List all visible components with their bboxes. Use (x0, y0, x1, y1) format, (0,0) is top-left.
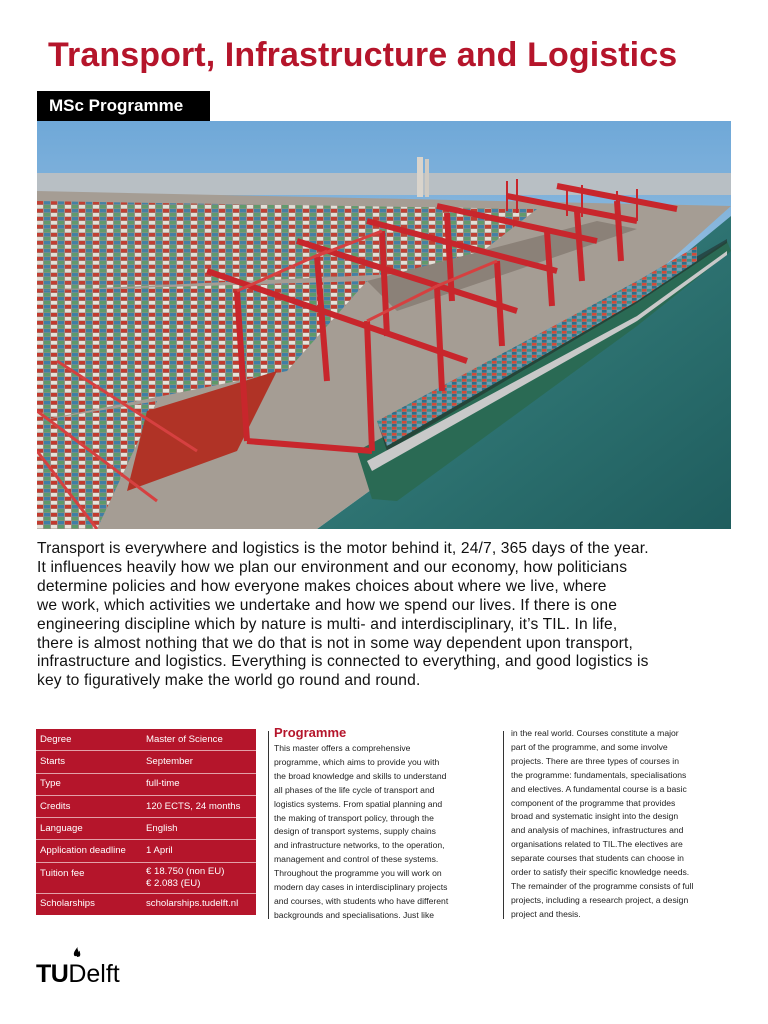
body-line: the making of transport policy, through the (274, 812, 434, 823)
body-line: projects, including a research project, a design (511, 894, 689, 905)
intro-line: key to figuratively make the world go round and round. (37, 672, 421, 690)
body-line: backgrounds and specialisations. Just like (274, 909, 435, 920)
table-row (36, 773, 256, 795)
fact-label: Tuition fee (36, 862, 142, 893)
fact-value: September (142, 751, 256, 773)
body-line: and electives. A fundamental course is a basic (511, 783, 687, 794)
body-line: part of the programme, and some involve (511, 741, 668, 752)
intro-line: It influences heavily how we plan our environment and our economy, how politicians (37, 558, 628, 576)
fact-label: Starts (36, 751, 142, 773)
fact-value: 120 ECTS, 24 months (142, 795, 256, 817)
body-line: and courses, with students who have different (274, 895, 449, 906)
fact-value (142, 862, 256, 893)
fact-value: English (142, 818, 256, 840)
table-row (36, 751, 256, 773)
intro-line: we work, which activities we undertake and how we spend our lives. If there is one (37, 596, 618, 614)
body-line: management and control of these systems. (274, 854, 439, 865)
body-line: projects. There are three types of courses in (511, 755, 679, 766)
fact-value: full-time (142, 773, 256, 795)
table-row (36, 818, 256, 840)
fact-value: 1 April (142, 840, 256, 862)
body-line: in the real world. Courses constitute a major (511, 728, 679, 738)
programme-column-1 (274, 742, 496, 923)
tudelft-logo (36, 960, 120, 989)
body-line: The remainder of the programme consists of full (511, 880, 694, 891)
fact-value-line: € 18.750 (non EU) (146, 865, 225, 877)
body-line: and infrastructure networks, to the operation, (274, 840, 445, 851)
body-line: all phases of the life cycle of transport and (274, 784, 435, 795)
table-row (36, 795, 256, 817)
body-line: This master offers a comprehensive (274, 743, 411, 753)
fact-label: Type (36, 773, 142, 795)
programme-facts-table (36, 729, 256, 915)
table-row (36, 893, 256, 915)
body-line: order to satisfy their specific knowledge needs. (511, 867, 690, 878)
body-line: logistics systems. From spatial planning and (274, 798, 443, 809)
body-line: programme, which aims to provide you with (274, 756, 440, 767)
body-line: and analysis of machines, infrastructures and (511, 825, 684, 836)
body-line: broad and systematic insight into the design (511, 811, 679, 822)
fact-label: Language (36, 818, 142, 840)
logo-delft: Delft (68, 960, 120, 988)
page-title: Transport, Infrastructure and Logistics (48, 36, 678, 74)
logo-tu: TU (36, 960, 69, 988)
body-line: the programme: fundamentals, specialisations (511, 769, 687, 780)
fact-value-line: € 2.083 (EU) (146, 877, 201, 889)
table-row (36, 729, 256, 751)
body-line: design of transport systems, supply chains (274, 826, 436, 837)
column-divider (503, 731, 504, 919)
intro-line: there is almost nothing that we do that is not in some way dependent upon transport, (37, 634, 633, 652)
intro-line: determine policies and how everyone makes choices about where we live, where (37, 577, 607, 595)
body-line: project and thesis. (511, 908, 581, 919)
fact-label: Application deadline (36, 840, 142, 862)
body-line: modern day cases in interdisciplinary projects (274, 882, 448, 893)
hero-photo (37, 121, 731, 529)
intro-paragraph (37, 540, 737, 691)
intro-line: engineering discipline which by nature is multi- and interdisciplinary, it’s TIL. In life, (37, 615, 618, 633)
body-line: the broad knowledge and skills to understand (274, 770, 447, 781)
body-line: component of the programme that provides (511, 797, 676, 808)
fact-value[interactable]: scholarships.tudelft.nl (146, 898, 239, 910)
body-line: separate courses that students can choose in (511, 853, 684, 864)
column-divider (268, 731, 269, 919)
fact-label: Degree (36, 729, 142, 751)
intro-line: Transport is everywhere and logistics is the motor behind it, 24/7, 365 days of the year. (37, 540, 649, 557)
table-row (36, 840, 256, 862)
fact-label: Credits (36, 795, 142, 817)
fact-label: Scholarships (40, 898, 95, 910)
programme-badge: MSc Programme (37, 91, 210, 121)
table-row (36, 862, 256, 893)
programme-column-2 (511, 727, 733, 922)
body-line: Throughout the programme you will work on (274, 868, 442, 879)
intro-line: infrastructure and logistics. Everything is connected to everything, and good logistics is (37, 653, 649, 671)
fact-value: Master of Science (142, 729, 256, 751)
body-line: organisations related to TIL.The electives are (511, 839, 683, 850)
programme-heading: Programme (274, 725, 347, 740)
